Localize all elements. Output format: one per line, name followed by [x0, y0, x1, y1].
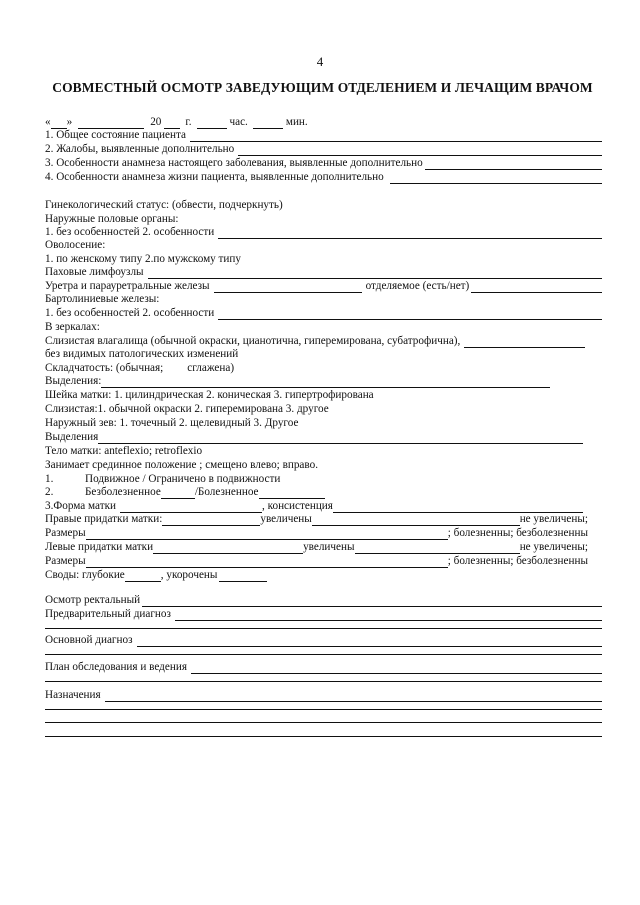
bartholin-label: Бартолиниевые железы: [45, 293, 160, 305]
external-os-row[interactable]: Наружный зев: 1. точечный 2. щелевидный 3. Другое [45, 417, 299, 429]
bartholin-row: 1. без особенностей 2. особенности [45, 306, 602, 320]
mucosa-continued: без видимых патологических изменений [45, 348, 239, 360]
cervix-row[interactable]: Шейка матки: 1. цилиндрическая 2. коническая 3. гипертрофирована [45, 389, 374, 401]
external-organs-field[interactable] [218, 226, 602, 239]
urethra-row: Уретра и парауретральные железы отделяемое (есть/нет) [45, 279, 602, 293]
shortened-vaults-field[interactable] [219, 569, 267, 582]
complaints-row: 2. Жалобы, выявленные дополнительно [45, 142, 602, 156]
prescriptions-field[interactable] [105, 689, 602, 702]
prelim-dx-row: Предварительный диагноз [45, 607, 602, 621]
pain-row: 2. Безболезненное /Болезненное [45, 485, 325, 499]
secretions-field[interactable] [101, 375, 550, 388]
prelim-dx-extra-line[interactable] [45, 628, 602, 629]
uterus-body-row[interactable]: Тело матки: anteflexio; retroflexio [45, 445, 203, 457]
uterus-position-row[interactable]: Занимает срединное положение ; смещено влево; вправо. [45, 459, 318, 471]
hair-options[interactable]: 1. по женскому типу 2.по мужскому типу [45, 253, 241, 265]
cervix-mucosa-row[interactable]: Слизистая:1. обычной окраски 2. гиперемирована 3. другое [45, 403, 329, 415]
plan-field[interactable] [191, 661, 602, 674]
general-state-row: 1. Общее состояние пациента [45, 128, 602, 142]
mucosa-row: Слизистая влагалища (обычной окраски, цианотична, гиперемирована, субатрофична), [45, 334, 585, 348]
mucosa-field[interactable] [464, 335, 585, 348]
page-number: 4 [316, 54, 324, 69]
left-sizes-field[interactable] [86, 555, 448, 568]
plan-extra-line[interactable] [45, 681, 602, 682]
lymph-row: Паховые лимфоузлы [45, 265, 602, 279]
painless-field[interactable] [161, 486, 195, 499]
left-adnexa-row: Левые придатки матки увеличены не увеличены; [45, 541, 588, 553]
folds-row: Складчатость: (обычная; сглажена) [45, 362, 235, 374]
mirrors-label: В зеркалах: [45, 321, 100, 333]
right-sizes-field[interactable] [86, 527, 448, 540]
main-dx-row: Основной диагноз [45, 633, 602, 647]
painful-field[interactable] [259, 486, 325, 499]
left-sizes-row: Размеры ; болезненны; безболезненны [45, 555, 588, 567]
right-enlarged-field[interactable] [312, 513, 520, 526]
plan-row: План обследования и ведения [45, 660, 602, 674]
hair-label: Оволосение: [45, 239, 106, 251]
right-adnexa-field[interactable] [162, 513, 260, 526]
general-state-field[interactable] [190, 129, 602, 142]
discharge-field[interactable] [471, 280, 602, 293]
prescriptions-line-4[interactable] [45, 736, 602, 737]
prescriptions-line-3[interactable] [45, 722, 602, 723]
rectal-field[interactable] [142, 594, 602, 607]
complaints-field[interactable] [238, 143, 602, 156]
uterus-shape-row: 3.Форма матки , консистенция [45, 499, 583, 513]
date-line: « » 20 г. час. мин. [45, 116, 308, 128]
lymph-field[interactable] [148, 266, 602, 279]
left-adnexa-field[interactable] [153, 541, 303, 554]
left-enlarged-field[interactable] [355, 541, 520, 554]
vaults-row: Своды: глубокие , укорочены [45, 568, 267, 582]
external-organs-label: Наружные половые органы: [45, 213, 179, 225]
main-dx-field[interactable] [137, 634, 602, 647]
bartholin-field[interactable] [218, 307, 602, 320]
prescriptions-line-2[interactable] [45, 709, 602, 710]
secretions2-field[interactable] [98, 431, 583, 444]
right-sizes-row: Размеры ; болезненны; безболезненны [45, 527, 588, 539]
secretions2-row: Выделения [45, 430, 583, 444]
form-title: СОВМЕСТНЫЙ ОСМОТР ЗАВЕДУЮЩИМ ОТДЕЛЕНИЕМ И ЛЕЧАЩИМ ВРАЧОМ [52, 80, 593, 95]
anamnesis-life-row: 4. Особенности анамнеза жизни пациента, выявленные дополнительно [45, 170, 602, 184]
right-adnexa-row: Правые придатки матки: увеличены не увеличены; [45, 513, 588, 525]
mobility-row: 1. Подвижное / Ограничено в подвижности [45, 473, 281, 485]
gyn-status-heading: Гинекологический статус: (обвести, подчеркнуть) [45, 199, 283, 211]
deep-vaults-field[interactable] [125, 569, 161, 582]
anamnesis-life-field[interactable] [390, 171, 602, 184]
prelim-dx-field[interactable] [175, 608, 602, 621]
urethra-field[interactable] [214, 280, 362, 293]
rectal-row: Осмотр ректальный [45, 593, 602, 607]
main-dx-extra-line[interactable] [45, 654, 602, 655]
anamnesis-disease-row: 3. Особенности анамнеза настоящего заболевания, выявленные дополнительно [45, 156, 602, 170]
prescriptions-row: Назначения [45, 688, 602, 702]
secretions-row: Выделения: [45, 374, 550, 388]
anamnesis-disease-field[interactable] [425, 157, 602, 170]
external-organs-row: 1. без особенностей 2. особенности [45, 225, 602, 239]
